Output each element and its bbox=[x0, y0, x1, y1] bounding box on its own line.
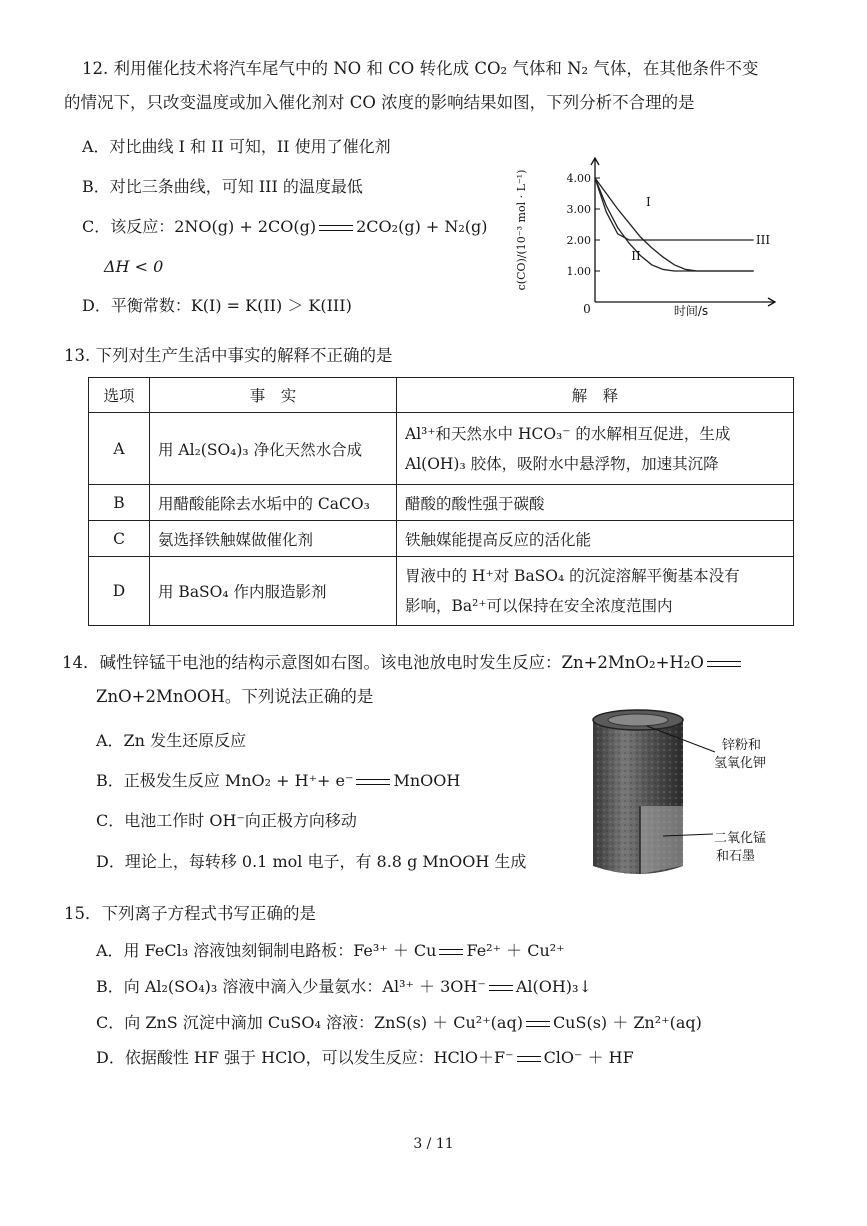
q15-stem: 15．下列离子方程式书写正确的是 bbox=[64, 904, 316, 923]
q14-option-b: B．正极发生反应 MnO₂ + H⁺+ e⁻ MnOOH bbox=[96, 771, 461, 790]
chart-series-line bbox=[595, 178, 697, 271]
facts-table bbox=[88, 377, 794, 626]
q14-stem-line1: 14．碱性锌锰干电池的结构示意图如右图。该电池放电时发生反应：Zn+2MnO₂+H₂O bbox=[62, 652, 744, 674]
table-row bbox=[89, 413, 794, 485]
row-explanation: Al³⁺和天然水中 HCO₃⁻ 的水解相互促进，生成 Al(OH)₃ 胶体，吸附水中悬浮物，加速其沉降 bbox=[397, 413, 794, 485]
q15-option-a: A．用 FeCl₃ 溶液蚀刻铜制电路板：Fe³⁺ ＋ Cu Fe²⁺ ＋ Cu²⁺ bbox=[96, 941, 565, 960]
chart-lines bbox=[595, 178, 754, 271]
table-row bbox=[89, 521, 794, 557]
chart-series-label: I bbox=[646, 194, 651, 209]
q14-stem-line2: ZnO+2MnOOH。下列说法正确的是 bbox=[96, 687, 374, 706]
row-fact: 用 Al₂(SO₄)₃ 净化天然水合成 bbox=[150, 413, 397, 485]
equals-bar-icon bbox=[319, 225, 353, 231]
q12-option-a: A．对比曲线 I 和 II 可知，II 使用了催化剂 bbox=[82, 137, 391, 156]
equals-bar-icon bbox=[356, 779, 390, 785]
table-header-row bbox=[89, 378, 794, 413]
row-explanation: 胃液中的 H⁺对 BaSO₄ 的沉淀溶解平衡基本没有 影响，Ba²⁺可以保持在安全浓度范围内 bbox=[397, 557, 794, 626]
q12-stem-line1: 12. 利用催化技术将汽车尾气中的 NO 和 CO 转化成 CO₂ 气体和 N₂ 气体，在其他条件不变 bbox=[82, 59, 759, 78]
chart-xlabel: 时间/s bbox=[673, 304, 709, 318]
row-fact: 氨选择铁触媒做催化剂 bbox=[150, 521, 397, 557]
battery-label-mno2-graphite-1: 二氧化锰 bbox=[714, 831, 767, 846]
row-option: B bbox=[89, 485, 150, 521]
battery-structure-diagram bbox=[585, 706, 795, 884]
q15-option-d: D．依据酸性 HF 强于 HClO，可以发生反应：HClO＋F⁻ ClO⁻ ＋ HF bbox=[96, 1048, 634, 1067]
q12-option-c: C．该反应：2NO(g) + 2CO(g) 2CO₂(g) + N₂(g) bbox=[82, 217, 488, 236]
table-row bbox=[89, 485, 794, 521]
chart-series-labels bbox=[631, 195, 770, 263]
equals-bar-icon bbox=[526, 1021, 550, 1027]
row-fact: 用 BaSO₄ 作内服造影剂 bbox=[150, 557, 397, 626]
chart-series-line bbox=[595, 178, 629, 240]
row-explanation: 醋酸的酸性强于碳酸 bbox=[397, 485, 794, 521]
co-concentration-chart bbox=[505, 150, 805, 325]
battery-label-mno2-graphite-2: 和石墨 bbox=[716, 849, 756, 864]
row-option: D bbox=[89, 557, 150, 626]
q14-option-a: A．Zn 发生还原反应 bbox=[96, 731, 247, 750]
q13-stem: 13. 下列对生产生活中事实的解释不正确的是 bbox=[64, 346, 393, 365]
chart-series-label: III bbox=[755, 233, 771, 247]
chart-axes bbox=[591, 158, 775, 306]
q14-option-c: C．电池工作时 OH⁻向正极方向移动 bbox=[96, 811, 357, 830]
equals-bar-icon bbox=[489, 985, 513, 991]
equals-bar-icon bbox=[439, 949, 463, 955]
q12-option-d: D．平衡常数：K(I) = K(II) ＞ K(III) bbox=[82, 296, 352, 315]
page-number: 3 / 11 bbox=[413, 1136, 454, 1152]
equals-bar-icon bbox=[517, 1056, 541, 1062]
q12-option-c-enthalpy: ΔH < 0 bbox=[104, 257, 164, 276]
q12-stem-line2: 的情况下，只改变温度或加入催化剂对 CO 浓度的影响结果如图，下列分析不合理的是 bbox=[64, 93, 695, 112]
q15-option-c: C．向 ZnS 沉淀中滴加 CuSO₄ 溶液：ZnS(s) ＋ Cu²⁺(aq) CuS(s) ＋ Zn²⁺(aq) bbox=[96, 1013, 702, 1032]
battery-label-zinc-koh-1: 锌粉和 bbox=[722, 738, 762, 753]
table-header-option: 选项 bbox=[89, 378, 150, 413]
table-header-fact: 事 实 bbox=[150, 378, 397, 413]
chart-series-label: II bbox=[631, 249, 641, 264]
chart-ylabel: c(CO)/(10⁻³ mol · L⁻¹) bbox=[515, 169, 528, 291]
q15-option-b: B．向 Al₂(SO₄)₃ 溶液中滴入少量氨水：Al³⁺ ＋ 3OH⁻ Al(OH)₃↓ bbox=[96, 977, 592, 996]
equals-bar-icon bbox=[707, 661, 741, 667]
chart-y-tick-label: 2.00 bbox=[566, 234, 591, 247]
chart-origin-label: 0 bbox=[583, 302, 591, 316]
chart-y-tick-label: 1.00 bbox=[566, 265, 591, 278]
row-fact: 用醋酸能除去水垢中的 CaCO₃ bbox=[150, 485, 397, 521]
chart-y-tick-label: 4.00 bbox=[566, 172, 591, 185]
chart-y-tick-label: 3.00 bbox=[566, 203, 591, 216]
row-option: A bbox=[89, 413, 150, 485]
row-explanation: 铁触媒能提高反应的活化能 bbox=[397, 521, 794, 557]
battery-label-zinc-koh-2: 氢氧化钾 bbox=[714, 756, 767, 771]
q14-option-d: D．理论上，每转移 0.1 mol 电子，有 8.8 g MnOOH 生成 bbox=[96, 852, 527, 871]
table-header-explanation: 解 释 bbox=[397, 378, 794, 413]
q12-option-b: B．对比三条曲线，可知 III 的温度最低 bbox=[82, 177, 363, 196]
row-option: C bbox=[89, 521, 150, 557]
table-row bbox=[89, 557, 794, 626]
